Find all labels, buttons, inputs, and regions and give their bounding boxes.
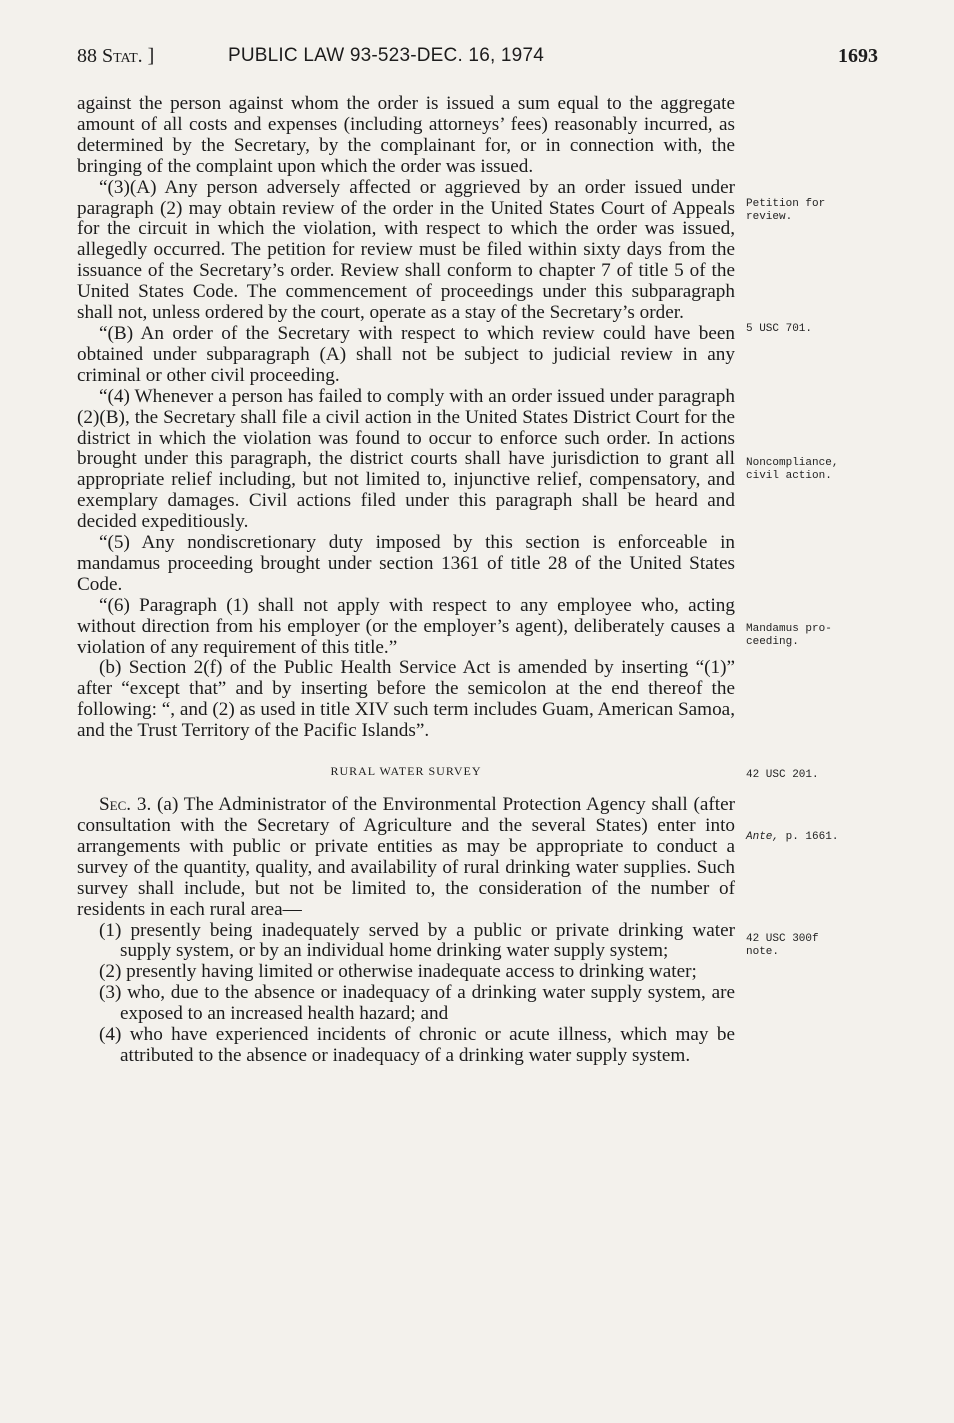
section-3-paragraph [77, 795, 735, 920]
body-text [77, 94, 735, 1067]
paragraph-continuation: against the person against whom the order is issued a sum equal to the aggregate amount of all costs and expenses (including attorneys’ fees) reasonably incurred, as determined by the Secretary, by the complainant for, or in connection with, the bringing of the complaint upon which the order was issued. [77, 93, 735, 177]
section-3-text: 3. (a) The Administrator of the Environmental Protection Agency shall (after consultation with the Secretary of Agriculture and the several States) enter into arrangements with public or private entities as may be appropriate to conduct a survey of the quantity, quality, and availability of rural drinking water supplies. Such survey shall include, but not be limited to, the consideration of the number of residents in each rural area— [77, 794, 736, 920]
margin-note-ante [746, 831, 896, 844]
margin-note-usc201: 42 USC 201. [746, 769, 819, 781]
section-heading: RURAL WATER SURVEY [330, 764, 482, 779]
page-number: 1693 [838, 45, 878, 67]
margin-note-mandamus: Mandamus pro- ceeding. [746, 623, 832, 648]
list-item-4: (4) who have experienced incidents of chronic or acute illness, which may be attributed to the absence or inadequacy of a drinking water supply system. [99, 1024, 735, 1066]
ante-page: p. 1661. [779, 831, 839, 843]
paragraph-b: (b) Section 2(f) of the Public Health Service Act is amended by inserting “(1)” after “except that” and by inserting before the semicolon at the end thereof the following: “, and (2) as used in title XIV such term includes Guam, American Samoa, and the Trust Territory of the Pacific Islands”. [77, 657, 735, 742]
ante-word: Ante, [746, 831, 780, 843]
section-label: Sec. [99, 794, 132, 816]
margin-note-usc300f: 42 USC 300f note. [746, 933, 819, 958]
paragraph-6: “(6) Paragraph (1) shall not apply with respect to any employee who, acting without direction from his employer (or the employer’s agent), deliberately causes a violation of any requirement of this title.” [77, 594, 735, 658]
list-item-1: (1) presently being inadequately served by a public or private drinking water supply system, or by an individual home drinking water supply system; [99, 919, 735, 962]
margin-note-petition: Petition for review. [746, 198, 826, 223]
page-title: PUBLIC LAW 93-523-DEC. 16, 1974 [228, 45, 544, 66]
paragraph-4: “(4) Whenever a person has failed to comply with an order issued under paragraph (2)(B), the Secretary shall file a civil action in the United States District Court for the district in which the violation was found to occur to enforce such order. In actions brought under this paragraph, the district courts shall have jurisdiction to grant all appropriate relief including, but not limited to, injunctive relief, compensatory, and exemplary damages. Civil actions filed under this paragraph shall be heard and decided expeditiously. [77, 385, 735, 533]
paragraph-3a: “(3)(A) Any person adversely affected or aggrieved by an order issued under paragraph (2) may obtain review of the order in the United States Court of Appeals for the circuit in which the violation, with respect to which the order was issued, allegedly occurred. The petition for review must be filed within sixty days from the issuance of the Secretary’s order. Review shall conform to chapter 7 of title 5 of the United States Code. The commencement of proceedings under this subparagraph shall not, unless ordered by the court, operate as a stay of the Secretary’s order. [77, 176, 735, 324]
margin-note-usc701: 5 USC 701. [746, 323, 813, 335]
paragraph-5: “(5) Any nondiscretionary duty imposed by this section is enforceable in mandamus proceeding brought under section 1361 of title 28 of the United States Code. [77, 532, 735, 595]
paragraph-3b: “(B) An order of the Secretary with respect to which review could have been obtained under subparagraph (A) shall not be subject to judicial review in any criminal or other civil proceeding. [77, 322, 735, 386]
margin-note-noncompliance: Noncompliance, civil action. [746, 457, 839, 482]
list-item-3: (3) who, due to the absence or inadequacy of a drinking water supply system, are exposed to an increased health hazard; and [99, 982, 735, 1025]
list-item-2: (2) presently having limited or otherwise inadequate access to drinking water; [99, 961, 697, 983]
statute-reference: 88 Stat. ] [77, 45, 155, 67]
